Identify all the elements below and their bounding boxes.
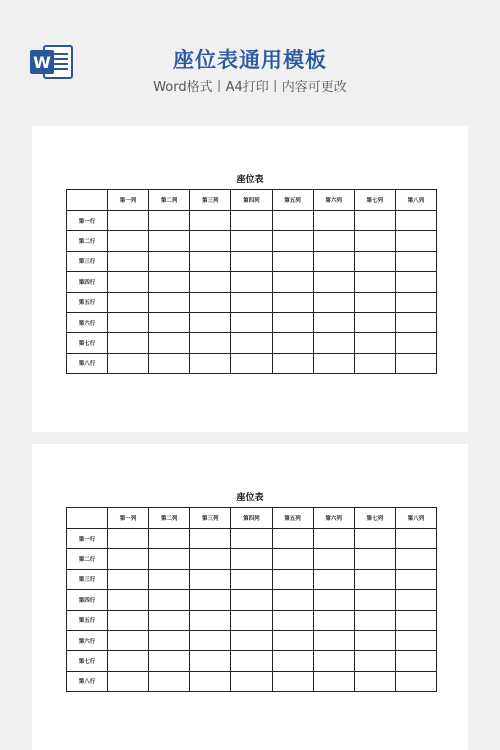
seat-cell[interactable] <box>395 569 436 589</box>
seat-cell[interactable] <box>272 292 313 312</box>
document-page-2 <box>32 444 468 750</box>
seat-cell[interactable] <box>149 211 190 231</box>
column-header: 第四列 <box>231 508 272 529</box>
seat-cell[interactable] <box>313 333 354 353</box>
seat-cell[interactable] <box>190 251 231 271</box>
seat-cell[interactable] <box>149 590 190 610</box>
column-header: 第二列 <box>149 190 190 211</box>
row-header: 第六行 <box>67 312 108 332</box>
seat-cell[interactable] <box>231 671 272 691</box>
seat-cell[interactable] <box>395 333 436 353</box>
seat-cell[interactable] <box>395 251 436 271</box>
seat-cell[interactable] <box>231 569 272 589</box>
seat-cell[interactable] <box>108 610 149 630</box>
corner-cell <box>67 508 108 529</box>
table-row <box>67 292 437 312</box>
seat-cell[interactable] <box>149 630 190 650</box>
row-header: 第七行 <box>67 333 108 353</box>
seat-cell[interactable] <box>354 569 395 589</box>
seat-cell[interactable] <box>190 353 231 373</box>
table-row <box>67 312 437 332</box>
row-header: 第四行 <box>67 590 108 610</box>
seat-cell[interactable] <box>149 251 190 271</box>
seat-cell[interactable] <box>354 211 395 231</box>
table-row <box>67 251 437 271</box>
seat-cell[interactable] <box>231 211 272 231</box>
seat-cell[interactable] <box>354 231 395 251</box>
seat-cell[interactable] <box>313 529 354 549</box>
seat-cell[interactable] <box>354 529 395 549</box>
seat-cell[interactable] <box>272 529 313 549</box>
page-title: 座位表通用模板 <box>173 48 327 72</box>
document-page-1 <box>32 126 468 432</box>
seat-cell[interactable] <box>190 231 231 251</box>
table-row <box>67 590 437 610</box>
row-header: 第五行 <box>67 610 108 630</box>
seat-table <box>66 507 437 692</box>
seat-cell[interactable] <box>354 272 395 292</box>
seat-cell[interactable] <box>108 529 149 549</box>
seat-cell[interactable] <box>108 333 149 353</box>
column-header: 第一列 <box>108 508 149 529</box>
seat-cell[interactable] <box>313 549 354 569</box>
page-subtitle: Word格式丨A4打印丨内容可更改 <box>153 80 347 95</box>
seat-cell[interactable] <box>190 549 231 569</box>
table-row <box>67 353 437 373</box>
seat-cell[interactable] <box>395 231 436 251</box>
seat-cell[interactable] <box>108 292 149 312</box>
seat-cell[interactable] <box>313 353 354 373</box>
table-row <box>67 333 437 353</box>
row-header: 第三行 <box>67 569 108 589</box>
seat-cell[interactable] <box>190 590 231 610</box>
seat-cell[interactable] <box>231 333 272 353</box>
seat-cell[interactable] <box>395 272 436 292</box>
seat-cell[interactable] <box>108 590 149 610</box>
column-header: 第一列 <box>108 190 149 211</box>
column-header: 第三列 <box>190 190 231 211</box>
column-header: 第二列 <box>149 508 190 529</box>
row-header: 第三行 <box>67 251 108 271</box>
seat-cell[interactable] <box>149 651 190 671</box>
seat-cell[interactable] <box>395 312 436 332</box>
seat-cell[interactable] <box>395 549 436 569</box>
seat-cell[interactable] <box>313 630 354 650</box>
seat-cell[interactable] <box>149 272 190 292</box>
column-header: 第三列 <box>190 508 231 529</box>
seat-cell[interactable] <box>231 272 272 292</box>
seat-cell[interactable] <box>272 590 313 610</box>
seat-cell[interactable] <box>395 610 436 630</box>
seat-cell[interactable] <box>272 569 313 589</box>
seat-cell[interactable] <box>149 549 190 569</box>
seat-cell[interactable] <box>190 569 231 589</box>
seat-cell[interactable] <box>272 610 313 630</box>
seat-cell[interactable] <box>108 569 149 589</box>
row-header: 第七行 <box>67 651 108 671</box>
seat-cell[interactable] <box>231 651 272 671</box>
seat-cell[interactable] <box>313 590 354 610</box>
seat-cell[interactable] <box>108 251 149 271</box>
seat-cell[interactable] <box>149 529 190 549</box>
svg-text:W: W <box>33 53 51 72</box>
seat-cell[interactable] <box>313 610 354 630</box>
table-header-row <box>67 508 437 529</box>
seat-table <box>66 189 437 374</box>
row-header: 第一行 <box>67 211 108 231</box>
seat-cell[interactable] <box>272 312 313 332</box>
corner-cell <box>67 190 108 211</box>
column-header: 第四列 <box>231 190 272 211</box>
seat-cell[interactable] <box>395 211 436 231</box>
seat-cell[interactable] <box>108 211 149 231</box>
seat-cell[interactable] <box>272 272 313 292</box>
seat-cell[interactable] <box>395 671 436 691</box>
seat-cell[interactable] <box>313 211 354 231</box>
seat-cell[interactable] <box>272 211 313 231</box>
seat-cell[interactable] <box>272 333 313 353</box>
seat-cell[interactable] <box>395 292 436 312</box>
seat-cell[interactable] <box>190 671 231 691</box>
seat-cell[interactable] <box>231 292 272 312</box>
seat-cell[interactable] <box>190 312 231 332</box>
seat-cell[interactable] <box>313 231 354 251</box>
seat-cell[interactable] <box>354 292 395 312</box>
seat-cell[interactable] <box>313 569 354 589</box>
seat-cell[interactable] <box>313 671 354 691</box>
row-header: 第六行 <box>67 630 108 650</box>
seat-cell[interactable] <box>108 671 149 691</box>
seat-cell[interactable] <box>272 651 313 671</box>
column-header: 第八列 <box>395 508 436 529</box>
seat-table-title: 座位表 <box>236 175 264 185</box>
seat-cell[interactable] <box>354 590 395 610</box>
seat-cell[interactable] <box>149 312 190 332</box>
seat-cell[interactable] <box>231 549 272 569</box>
seat-cell[interactable] <box>231 529 272 549</box>
table-row <box>67 231 437 251</box>
table-row <box>67 671 437 691</box>
seat-cell[interactable] <box>231 590 272 610</box>
seat-cell[interactable] <box>108 272 149 292</box>
column-header: 第六列 <box>313 508 354 529</box>
seat-cell[interactable] <box>190 292 231 312</box>
seat-cell[interactable] <box>108 549 149 569</box>
seat-cell[interactable] <box>313 292 354 312</box>
seat-cell[interactable] <box>354 251 395 271</box>
seat-cell[interactable] <box>108 312 149 332</box>
seat-cell[interactable] <box>354 671 395 691</box>
row-header: 第八行 <box>67 671 108 691</box>
table-row <box>67 651 437 671</box>
seat-cell[interactable] <box>395 529 436 549</box>
seat-cell[interactable] <box>149 333 190 353</box>
seat-cell[interactable] <box>272 353 313 373</box>
table-row <box>67 569 437 589</box>
row-header: 第五行 <box>67 292 108 312</box>
seat-cell[interactable] <box>190 211 231 231</box>
seat-cell[interactable] <box>108 231 149 251</box>
row-header: 第一行 <box>67 529 108 549</box>
seat-table-title: 座位表 <box>236 493 264 503</box>
seat-cell[interactable] <box>190 529 231 549</box>
seat-cell[interactable] <box>313 251 354 271</box>
seat-cell[interactable] <box>190 333 231 353</box>
row-header: 第二行 <box>67 549 108 569</box>
seat-cell[interactable] <box>149 569 190 589</box>
seat-cell[interactable] <box>231 312 272 332</box>
row-header: 第二行 <box>67 231 108 251</box>
seat-cell[interactable] <box>231 231 272 251</box>
seat-cell[interactable] <box>149 671 190 691</box>
seat-cell[interactable] <box>354 630 395 650</box>
seat-cell[interactable] <box>395 651 436 671</box>
seat-cell[interactable] <box>190 630 231 650</box>
seat-cell[interactable] <box>395 590 436 610</box>
seat-cell[interactable] <box>190 651 231 671</box>
seat-cell[interactable] <box>149 292 190 312</box>
seat-cell[interactable] <box>313 312 354 332</box>
seat-cell[interactable] <box>354 353 395 373</box>
column-header: 第五列 <box>272 508 313 529</box>
seat-cell[interactable] <box>231 630 272 650</box>
seat-cell[interactable] <box>354 610 395 630</box>
table-row <box>67 211 437 231</box>
table-row <box>67 610 437 630</box>
seat-cell[interactable] <box>149 610 190 630</box>
seat-cell[interactable] <box>272 231 313 251</box>
seat-cell[interactable] <box>149 353 190 373</box>
seat-cell[interactable] <box>313 272 354 292</box>
table-row <box>67 549 437 569</box>
seat-cell[interactable] <box>354 549 395 569</box>
seat-cell[interactable] <box>231 610 272 630</box>
seat-cell[interactable] <box>354 651 395 671</box>
row-header: 第四行 <box>67 272 108 292</box>
row-header: 第八行 <box>67 353 108 373</box>
seat-cell[interactable] <box>149 231 190 251</box>
column-header: 第六列 <box>313 190 354 211</box>
seat-cell[interactable] <box>190 272 231 292</box>
seat-cell[interactable] <box>231 353 272 373</box>
seat-cell[interactable] <box>272 630 313 650</box>
seat-cell[interactable] <box>272 671 313 691</box>
column-header: 第七列 <box>354 508 395 529</box>
seat-cell[interactable] <box>395 353 436 373</box>
seat-cell[interactable] <box>272 549 313 569</box>
column-header: 第七列 <box>354 190 395 211</box>
header <box>0 0 500 110</box>
table-row <box>67 630 437 650</box>
seat-cell[interactable] <box>108 630 149 650</box>
seat-cell[interactable] <box>272 251 313 271</box>
table-row <box>67 272 437 292</box>
seat-cell[interactable] <box>108 651 149 671</box>
column-header: 第五列 <box>272 190 313 211</box>
seat-cell[interactable] <box>354 312 395 332</box>
seat-cell[interactable] <box>190 610 231 630</box>
column-header: 第八列 <box>395 190 436 211</box>
seat-cell[interactable] <box>231 251 272 271</box>
seat-cell[interactable] <box>313 651 354 671</box>
table-row <box>67 529 437 549</box>
seat-cell[interactable] <box>395 630 436 650</box>
table-header-row <box>67 190 437 211</box>
seat-cell[interactable] <box>108 353 149 373</box>
seat-cell[interactable] <box>354 333 395 353</box>
